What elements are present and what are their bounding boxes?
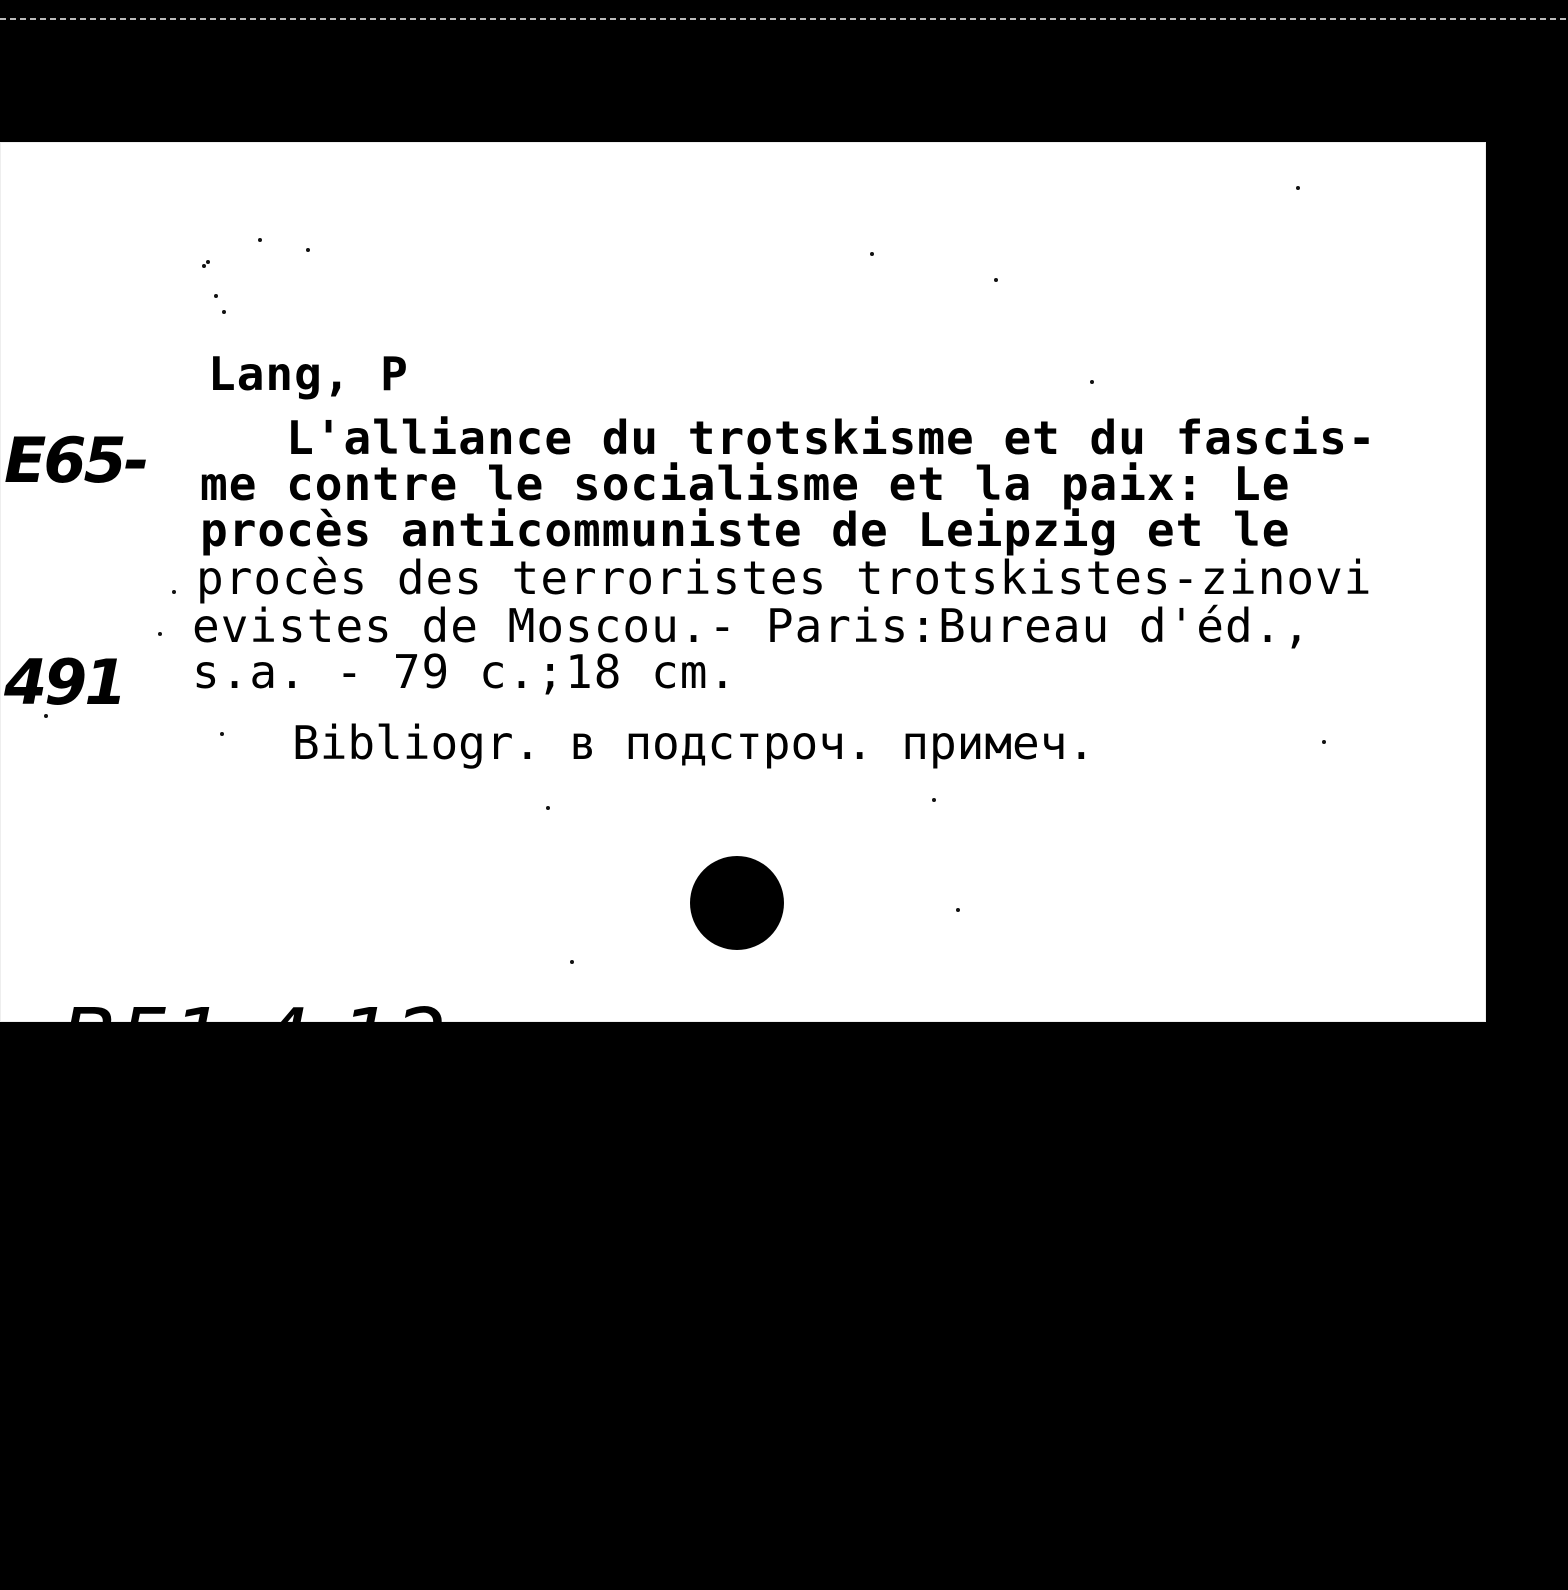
dust-speck: [202, 264, 206, 268]
dust-speck: [258, 238, 262, 242]
title-line: evistes de Moscou.- Paris:Bureau d'éd.,: [192, 599, 1312, 653]
title-line: procès anticommuniste de Leipzig et le: [200, 503, 1291, 557]
dust-speck: [306, 248, 310, 252]
shelfmark: [60, 790, 449, 1590]
dust-speck: [206, 260, 210, 264]
dust-speck: [1296, 186, 1300, 190]
dust-speck: [1090, 380, 1094, 384]
title-line: procès des terroristes trotskistes-zinovi: [196, 551, 1373, 605]
call-number-left: [4, 276, 146, 868]
dust-speck: [158, 632, 162, 636]
title-line: me contre le socialisme et la paix: Le: [200, 457, 1291, 511]
bibliography-note: Bibliogr. в подстроч. примеч.: [292, 716, 1096, 770]
dust-speck: [220, 732, 224, 736]
dust-speck: [956, 908, 960, 912]
dust-speck: [172, 590, 176, 594]
call-number-line: 491: [4, 646, 125, 719]
author-heading: Lang, P: [208, 347, 409, 401]
dust-speck: [546, 806, 550, 810]
dust-speck: [870, 252, 874, 256]
dust-speck: [1322, 740, 1326, 744]
shelfmark-line: B51-4.12: [60, 992, 449, 1087]
dust-speck: [994, 278, 998, 282]
film-edge-strip: [0, 18, 1568, 20]
shelfmark-line: Г99-82: [90, 1292, 386, 1387]
call-number-line: E65-: [4, 424, 147, 497]
dust-speck: [222, 310, 226, 314]
dust-speck: [570, 960, 574, 964]
title-line: s.a. - 79 c.;18 cm.: [192, 645, 738, 699]
dust-speck: [932, 798, 936, 802]
title-line: L'alliance du trotskisme et du fascis-: [200, 411, 1377, 465]
punch-hole: [690, 856, 784, 950]
dust-speck: [214, 294, 218, 298]
